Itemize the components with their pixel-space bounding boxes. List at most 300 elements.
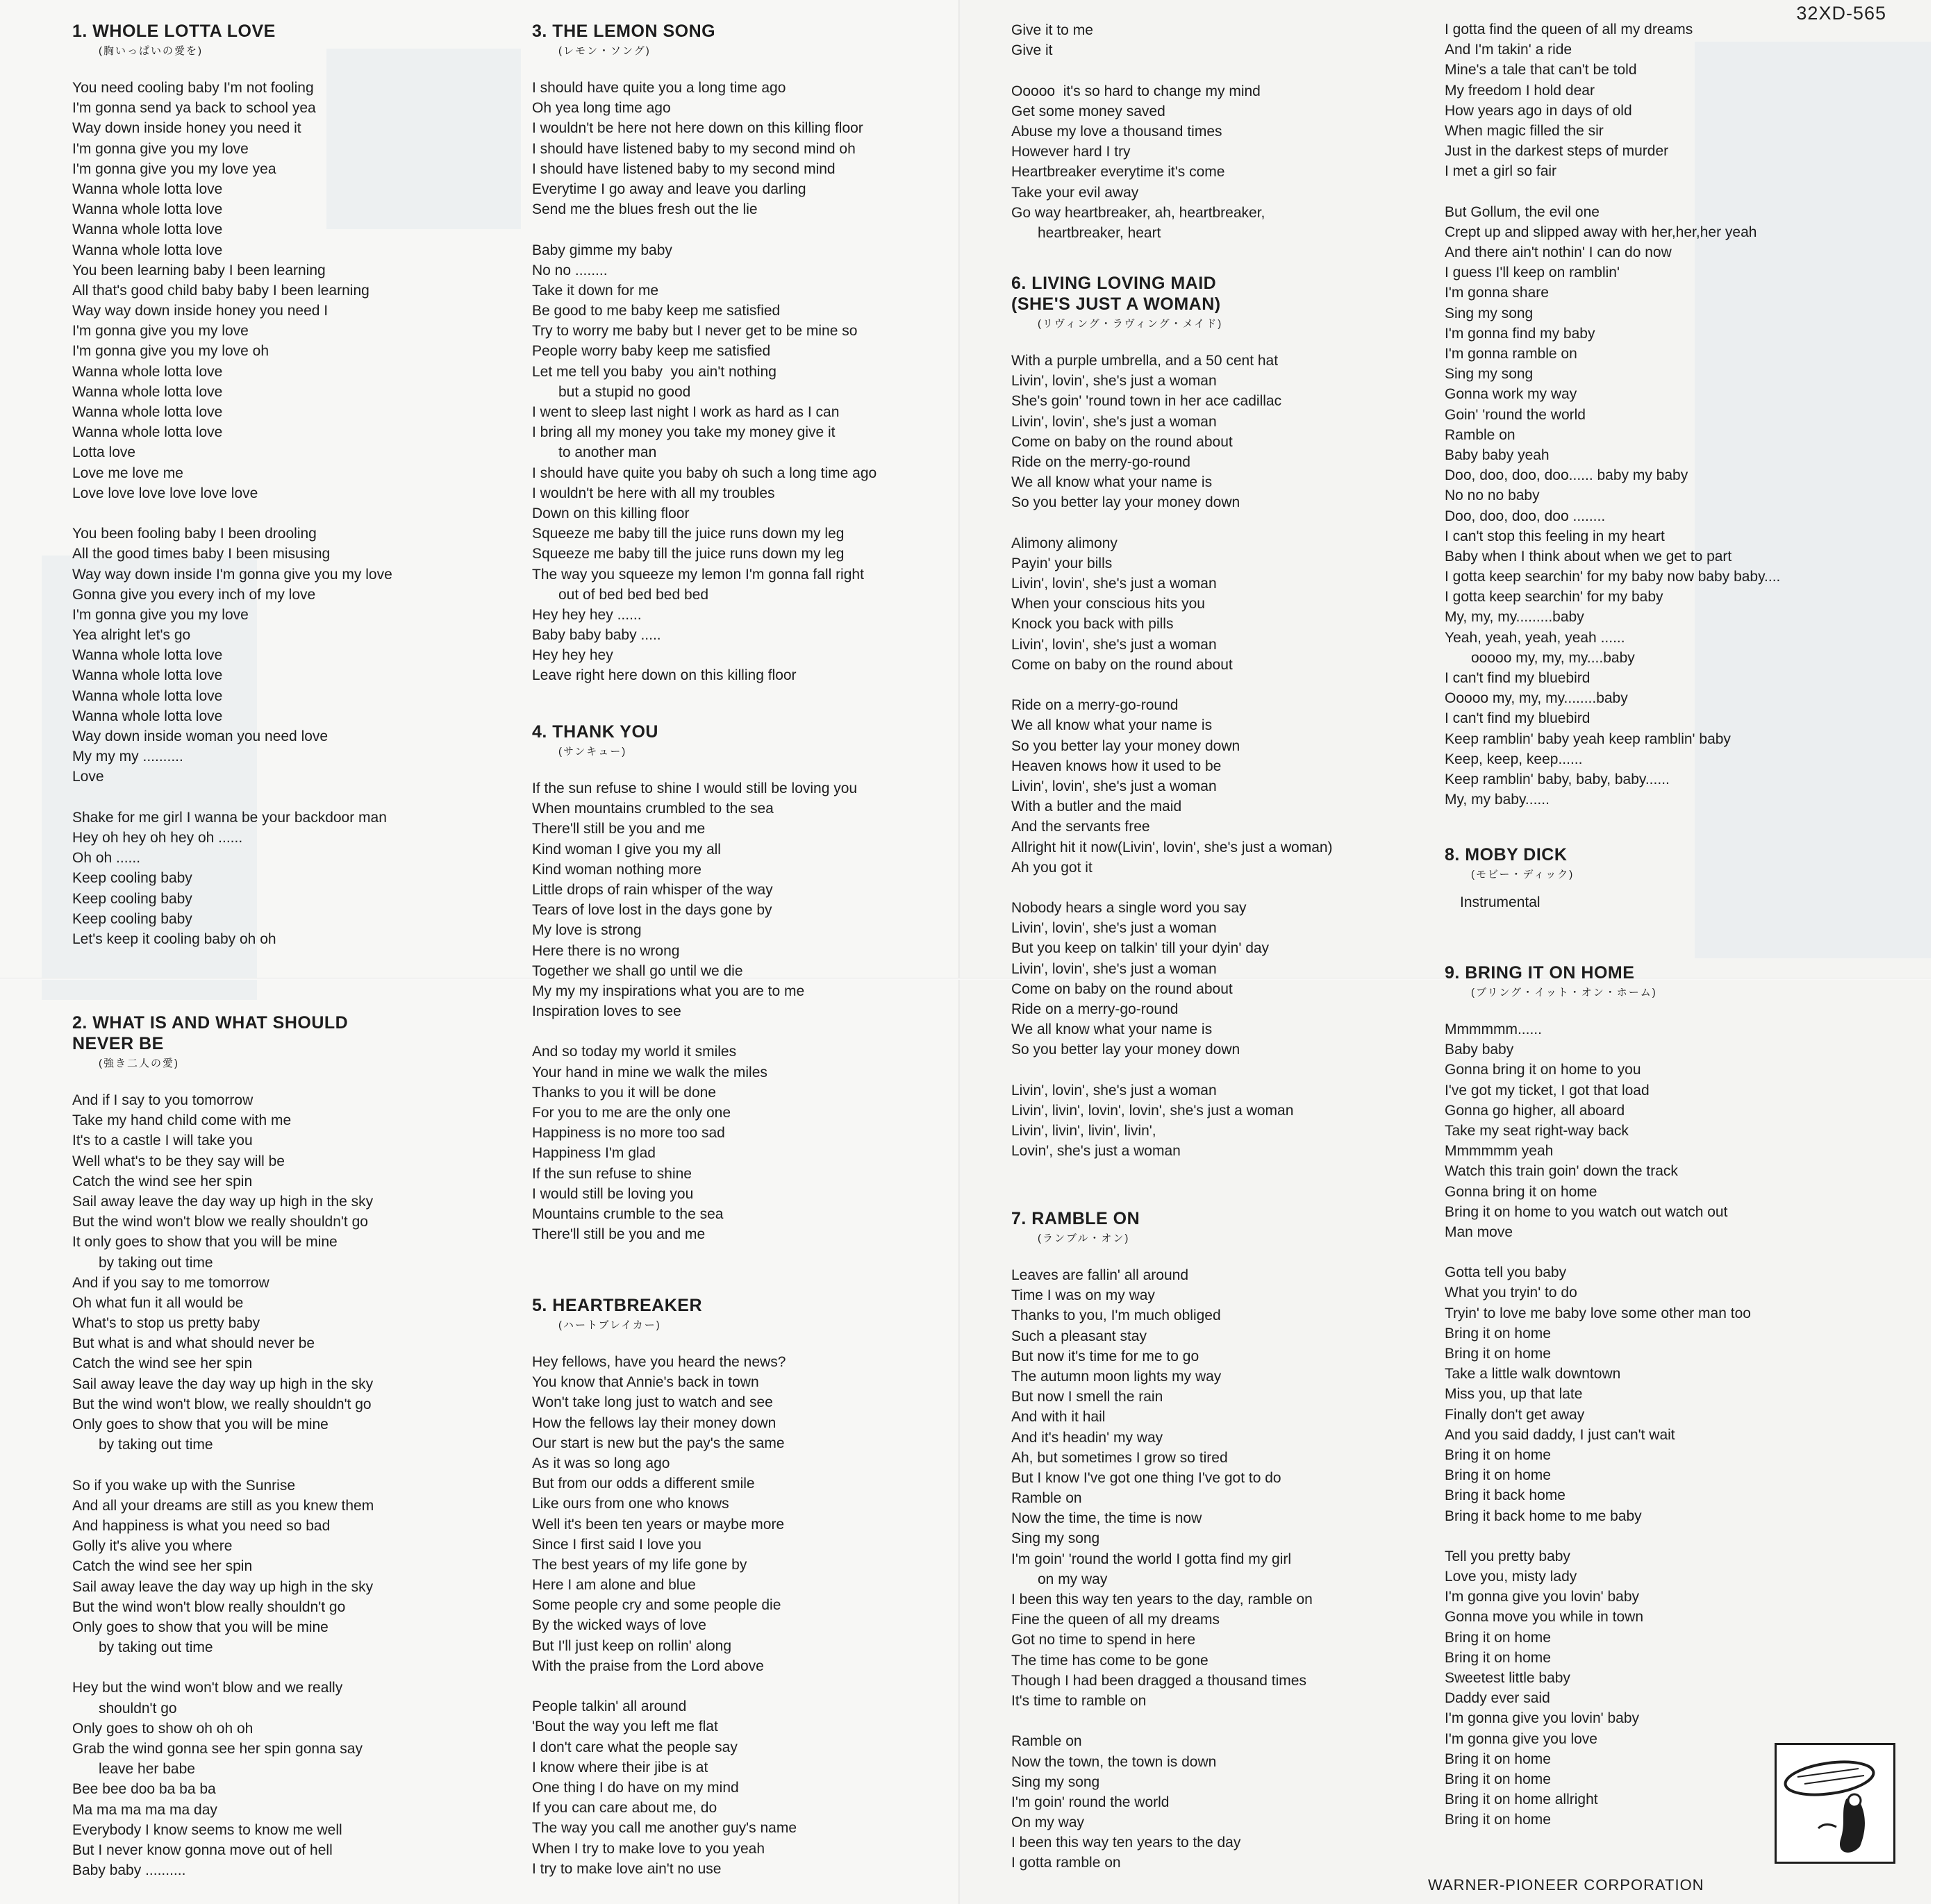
lyric-line: Knock you back with pills: [1011, 616, 1174, 633]
song-5: [532, 1295, 977, 1879]
lyric-line: Your hand in mine we walk the miles: [532, 1064, 767, 1080]
lyric-line: With the praise from the Lord above: [532, 1657, 764, 1674]
lyric-line: Gonna give you every inch of my love: [72, 586, 316, 603]
lyric-line: If the sun refuse to shine I would still be loving you: [532, 780, 858, 796]
song-6: [1011, 273, 1456, 1162]
lyric-line: to another man: [558, 444, 657, 461]
lyric-line: Kind woman nothing more: [532, 861, 701, 878]
lyric-line: We all know what your name is: [1011, 717, 1213, 734]
lyric-line: Squeeze me baby till the juice runs down my leg: [532, 546, 845, 562]
stanza-break: [532, 219, 977, 240]
lyrics: [1011, 351, 1456, 1162]
lyric-line: I would still be loving you: [532, 1185, 694, 1202]
lyric-line: When I try to make love to you yeah: [532, 1840, 765, 1857]
lyric-line: Some people cry and some people die: [532, 1597, 781, 1614]
lyric-line: Bring it on home: [1445, 1325, 1551, 1342]
song-2: [72, 1012, 517, 1880]
lyric-line: Oh oh ......: [72, 850, 141, 867]
lyrics: [532, 78, 977, 686]
lyric-line: My my my inspirations what you are to me: [532, 983, 805, 999]
lyric-line: Alimony alimony: [1011, 535, 1118, 551]
lyric-line: The way you call me another guy's name: [532, 1820, 797, 1837]
lyric-line: It's time to ramble on: [1011, 1692, 1147, 1709]
song-japanese-title: (胸いっぱいの愛を): [99, 45, 203, 57]
lyric-line: Thanks to you, I'm much obliged: [1011, 1308, 1221, 1324]
lyric-line: Inspiration loves to see: [532, 1003, 681, 1020]
lyric-line: Oh what fun it all would be: [72, 1294, 244, 1311]
lyric-line: Give it to me: [1011, 22, 1093, 38]
lyric-line: What you tryin' to do: [1445, 1285, 1577, 1301]
lyric-line: Wanna whole lotta love: [72, 363, 223, 380]
lyric-line: Mmmmmm yeah: [1445, 1143, 1554, 1160]
lyric-line: Wanna whole lotta love: [72, 222, 223, 238]
lyric-line: Go way heartbreaker, ah, heartbreaker,: [1011, 204, 1265, 221]
lyric-line: Ma ma ma ma ma day: [72, 1801, 217, 1818]
lyric-line: Well what's to be they say will be: [72, 1153, 285, 1169]
lyric-line: You know that Annie's back in town: [532, 1374, 759, 1391]
lyric-line: Way way down inside I'm gonna give you my love: [72, 566, 392, 583]
lyric-line: Now the town, the town is down: [1011, 1753, 1217, 1770]
lyric-line: Bring it on home: [1445, 1446, 1551, 1463]
lyric-line: Wanna whole lotta love: [72, 687, 223, 704]
lyric-line: Our start is new but the pay's the same: [532, 1435, 785, 1451]
lyric-line: Lotta love: [72, 444, 136, 461]
lyric-line: Baby gimme my baby: [532, 242, 672, 258]
lyric-line: But Gollum, the evil one: [1445, 203, 1600, 220]
lyric-line: Let's keep it cooling baby oh oh: [72, 930, 276, 947]
lyric-line: I'm gonna give you my love: [72, 606, 249, 623]
catalog-number: 32XD-565: [1796, 3, 1886, 24]
lyric-line: Love you, misty lady: [1445, 1569, 1577, 1585]
lyric-line: I'm gonna give you lovin' baby: [1445, 1710, 1640, 1727]
lyric-line: Catch the wind see her spin: [72, 1558, 253, 1575]
lyric-line: But from our odds a different smile: [532, 1476, 755, 1492]
lyric-line: Gonna work my way: [1445, 386, 1577, 403]
lyric-line: I know where their jibe is at: [532, 1759, 708, 1776]
lyric-line: Sail away leave the day way up high in the sky: [72, 1578, 374, 1595]
lyric-line: I'm gonna give you lovin' baby: [1445, 1589, 1640, 1605]
lyric-line: Down on this killing floor: [532, 505, 690, 521]
lyric-line: Keep ramblin' baby, baby, baby......: [1445, 771, 1670, 787]
lyric-line: But now it's time for me to go: [1011, 1348, 1199, 1364]
lyric-line: Bring it on home: [1445, 1629, 1551, 1646]
lyric-line: And you said daddy, I just can't wait: [1445, 1426, 1675, 1443]
stanza-break: [72, 1455, 517, 1475]
lyric-line: And it's headin' my way: [1011, 1429, 1163, 1446]
lyric-line: by taking out time: [99, 1437, 213, 1453]
lyric-line: Catch the wind see her spin: [72, 1355, 253, 1372]
lyric-line: Squeeze me baby till the juice runs down my leg: [532, 526, 845, 542]
lyric-line: Give it: [1011, 42, 1053, 59]
lyric-line: Bring it on home to you watch out watch out: [1445, 1203, 1728, 1220]
lyric-line: Catch the wind see her spin: [72, 1173, 253, 1189]
lyric-line: leave her babe: [99, 1761, 195, 1778]
lyric-line: Kind woman I give you my all: [532, 841, 721, 858]
lyric-line: I can't stop this feeling in my heart: [1445, 528, 1665, 544]
song-9: [1445, 962, 1889, 1830]
lyric-line: The time has come to be gone: [1011, 1652, 1209, 1669]
lyric-line: Baby baby yeah: [1445, 446, 1550, 463]
song-title: 5. HEARTBREAKER: [532, 1296, 703, 1315]
lyric-line: The autumn moon lights my way: [1011, 1368, 1222, 1385]
lyric-line: Gonna bring it on home: [1445, 1183, 1597, 1200]
lyric-line: Love: [72, 769, 104, 785]
lyric-line: I'm gonna give you my love: [72, 323, 249, 340]
lyric-line: Ah you got it: [1011, 859, 1093, 876]
lyric-line: ooooo my, my, my....baby: [1471, 649, 1635, 666]
lyric-line: And the servants free: [1011, 819, 1150, 835]
lyric-line: Nobody hears a single word you say: [1011, 900, 1247, 917]
lyric-line: Take your evil away: [1011, 184, 1139, 201]
lyric-line: Mine's a tale that can't be told: [1445, 62, 1637, 78]
lyric-line: Hey fellows, have you heard the news?: [532, 1354, 786, 1370]
lyric-line: Leaves are fallin' all around: [1011, 1267, 1189, 1283]
lyric-line: Bring it on home: [1445, 1346, 1551, 1362]
lyric-line: All that's good child baby baby I been learning: [72, 282, 369, 299]
lyric-line: Since I first said I love you: [532, 1536, 701, 1553]
stanza-break: [72, 1657, 517, 1678]
lyric-line: I'm goin' 'round the world I gotta find my girl: [1011, 1551, 1292, 1567]
lyric-line: Hey hey hey: [532, 647, 613, 664]
lyric-line: Yea alright let's go: [72, 627, 191, 644]
lyric-line: The way you squeeze my lemon I'm gonna fall right: [532, 566, 864, 583]
lyric-line: I'm gonna send ya back to school yea: [72, 100, 316, 117]
lyric-line: The best years of my life gone by: [532, 1556, 747, 1573]
stanza-break: [72, 787, 517, 808]
stanza-break: [532, 1676, 977, 1696]
lyric-line: I'm gonna find my baby: [1445, 325, 1595, 342]
lyric-line: My, my, my.........baby: [1445, 609, 1584, 626]
lyric-line: Though I had been dragged a thousand times: [1011, 1672, 1306, 1689]
lyric-line: Livin', lovin', she's just a woman: [1011, 920, 1217, 937]
lyric-line: When magic filled the sir: [1445, 122, 1604, 139]
stanza-break: [1445, 182, 1889, 202]
lyric-line: Goin' 'round the world: [1445, 406, 1586, 423]
lyric-line: I gotta find the queen of all my dreams: [1445, 22, 1693, 37]
lyric-line: But the wind won't blow really shouldn't go: [72, 1598, 346, 1615]
lyric-line: Wanna whole lotta love: [72, 667, 223, 684]
lyric-line: You been fooling baby I been drooling: [72, 526, 317, 542]
lyric-line: For you to me are the only one: [532, 1105, 731, 1121]
lyric-line: Way down inside honey you need it: [72, 120, 301, 137]
lyrics: [72, 78, 517, 949]
lyric-line: Bring it on home: [1445, 1812, 1551, 1828]
lyric-line: So if you wake up with the Sunrise: [72, 1477, 296, 1494]
lyric-line: Keep, keep, keep......: [1445, 751, 1583, 767]
lyric-line: Happiness I'm glad: [532, 1145, 656, 1162]
stanza-break: [1011, 675, 1456, 695]
lyric-line: Sweetest little baby: [1445, 1670, 1570, 1686]
lyric-line: And there ain't nothin' I can do now: [1445, 244, 1672, 261]
lyric-line: I guess I'll keep on ramblin': [1445, 265, 1620, 281]
lyric-line: Come on baby on the round about: [1011, 433, 1233, 450]
song-8: [1445, 844, 1889, 911]
lyric-line: No no ........: [532, 262, 608, 278]
song-japanese-title: (サンキュー): [558, 746, 627, 758]
lyric-line: Mountains crumble to the sea: [532, 1205, 724, 1222]
lyric-line: Tryin' to love me baby love some other man too: [1445, 1305, 1751, 1321]
lyric-line: How the fellows lay their money down: [532, 1414, 777, 1431]
lyric-line: Livin', lovin', she's just a woman: [1011, 576, 1217, 592]
song-title: 4. THANK YOU: [532, 722, 658, 742]
lyric-line: How years ago in days of old: [1445, 102, 1632, 119]
lyric-line: I gotta keep searchin' for my baby now baby baby....: [1445, 569, 1781, 585]
lyric-line: Sing my song: [1011, 1773, 1100, 1790]
lyric-line: Just in the darkest steps of murder: [1445, 143, 1669, 160]
lyric-line: Ah, but sometimes I grow so tired: [1011, 1449, 1228, 1466]
lyric-line: Way down inside woman you need love: [72, 728, 329, 744]
lyric-line: Sing my song: [1445, 366, 1534, 383]
lyric-line: I should have quite you a long time ago: [532, 80, 786, 96]
lyric-line: You been learning baby I been learning: [72, 262, 326, 278]
lyric-line: Crept up and slipped away with her,her,her yeah: [1445, 224, 1757, 240]
lyrics: [532, 1352, 977, 1879]
lyric-line: Bring it back home to me baby: [1445, 1508, 1642, 1524]
lyric-line: Love me love me: [72, 465, 183, 481]
lyric-line: Bring it on home: [1445, 1649, 1551, 1666]
song-japanese-title: (リヴィング・ラヴィング・メイド): [1038, 318, 1223, 330]
lyric-line: Hey oh hey oh hey oh ......: [72, 829, 243, 846]
lyric-line: Livin', lovin', she's just a woman: [1011, 1082, 1217, 1099]
lyric-line: Take my hand child come with me: [72, 1112, 292, 1129]
lyric-line: by taking out time: [99, 1639, 213, 1656]
lyric-line: I wouldn't be here not here down on this killing floor: [532, 120, 863, 137]
stanza-break: [1445, 1242, 1889, 1262]
lyric-line: I've got my ticket, I got that load: [1445, 1082, 1650, 1099]
lyric-line: Be good to me baby keep me satisfied: [532, 303, 781, 319]
lyric-line: Livin', lovin', she's just a woman: [1011, 960, 1217, 977]
lyric-line: Time I was on my way: [1011, 1287, 1155, 1304]
lyric-line: Golly it's alive you where: [72, 1538, 233, 1555]
lyric-line: Bring it on home: [1445, 1467, 1551, 1484]
lyric-line: Love love love love love love: [72, 485, 258, 501]
lyric-line: Wanna whole lotta love: [72, 242, 223, 258]
lyric-line: Yeah, yeah, yeah, yeah ......: [1445, 629, 1625, 646]
lyric-line: Leave right here down on this killing floor: [532, 667, 797, 684]
song-title: 2. WHAT IS AND WHAT SHOULD NEVER BE: [72, 1013, 349, 1053]
song-5-continued: [1011, 20, 1456, 243]
song-japanese-title: (ハートブレイカー): [558, 1319, 661, 1331]
lyric-line: I'm goin' round the world: [1011, 1794, 1170, 1810]
lyric-line: Fine the queen of all my dreams: [1011, 1612, 1220, 1628]
lyric-line: Only goes to show oh oh oh: [72, 1720, 254, 1737]
lyrics: [532, 778, 977, 1244]
lyric-line: Livin', livin', lovin', lovin', she's just a woman: [1011, 1102, 1294, 1119]
lyric-line: My freedom I hold dear: [1445, 82, 1595, 99]
lyric-line: Bring it on home allright: [1445, 1792, 1598, 1808]
zeppelin-logo: [1775, 1743, 1895, 1864]
lyric-line: heartbreaker, heart: [1038, 224, 1161, 241]
lyrics: [1011, 1265, 1456, 1873]
lyric-line: And with it hail: [1011, 1409, 1106, 1426]
song-title: 9. BRING IT ON HOME: [1445, 963, 1635, 983]
lyric-line: Keep cooling baby: [72, 890, 192, 907]
lyric-line: But now I smell the rain: [1011, 1389, 1163, 1405]
lyric-line: My my my ..........: [72, 749, 183, 765]
lyric-line: I been this way ten years to the day, ramble on: [1011, 1592, 1313, 1607]
lyric-line: I should have quite you baby oh such a long time ago: [532, 465, 877, 481]
lyric-line: Hey but the wind won't blow and we really: [72, 1680, 343, 1696]
lyric-line: Ramble on: [1011, 1733, 1082, 1750]
lyric-line: I been this way ten years to the day: [1011, 1835, 1241, 1851]
lyric-line: out of bed bed bed bed: [558, 586, 709, 603]
lyric-line: If you can care about me, do: [532, 1800, 717, 1817]
lyric-line: Daddy ever said: [1445, 1690, 1550, 1707]
stanza-break: [1011, 1060, 1456, 1080]
lyrics: [72, 1090, 517, 1880]
lyric-line: I'm gonna give you my love oh: [72, 343, 269, 360]
lyric-line: Hey hey hey ......: [532, 606, 642, 623]
lyric-line: I can't find my bluebird: [1445, 670, 1591, 686]
lyric-line: I bring all my money you take my money give it: [532, 424, 836, 441]
lyric-line: So you better lay your money down: [1011, 737, 1240, 754]
lyric-line: And I'm takin' a ride: [1445, 42, 1572, 58]
lyric-line: Take a little walk downtown: [1445, 1366, 1621, 1383]
lyric-line: I gotta ramble on: [1011, 1855, 1121, 1871]
lyric-line: Such a pleasant stay: [1011, 1328, 1147, 1344]
lyric-line: But I never know gonna move out of hell: [72, 1842, 333, 1858]
lyric-line: Wanna whole lotta love: [72, 708, 223, 724]
lyric-line: Oh yea long time ago: [532, 100, 671, 117]
lyric-line: By the wicked ways of love: [532, 1617, 706, 1634]
lyric-line: Tell you pretty baby: [1445, 1548, 1570, 1564]
lyric-line: Payin' your bills: [1011, 555, 1113, 571]
lyric-line: With a butler and the maid: [1011, 799, 1182, 815]
lyric-line: I'm gonna ramble on: [1445, 346, 1577, 362]
lyric-line: Finally don't get away: [1445, 1406, 1585, 1423]
stanza-break: [1011, 1711, 1456, 1731]
song-title: 1. WHOLE LOTTA LOVE: [72, 22, 276, 41]
lyric-line: Ramble on: [1011, 1490, 1082, 1507]
lyric-line: Livin', lovin', she's just a woman: [1011, 778, 1217, 794]
lyric-line: Bring it on home: [1445, 1771, 1551, 1787]
publisher-name: WARNER-PIONEER CORPORATION: [1428, 1876, 1704, 1894]
lyric-line: What's to stop us pretty baby: [72, 1315, 260, 1332]
lyric-line: Here there is no wrong: [532, 942, 680, 959]
lyric-line: Get some money saved: [1011, 103, 1165, 119]
lyric-line: by taking out time: [99, 1254, 213, 1271]
lyric-line: I can't find my bluebird: [1445, 710, 1591, 727]
lyric-line: People talkin' all around: [532, 1698, 687, 1715]
lyric-line: Livin', lovin', she's just a woman: [1011, 636, 1217, 653]
lyric-line: Bring it back home: [1445, 1487, 1566, 1504]
paper-edge: [1931, 0, 1935, 1904]
lyric-line: But you keep on talkin' till your dyin' day: [1011, 940, 1270, 957]
lyric-line: Grab the wind gonna see her spin gonna say: [72, 1741, 363, 1757]
lyric-line: Bee bee doo ba ba ba: [72, 1781, 216, 1798]
lyric-line: Way way down inside honey you need I: [72, 303, 329, 319]
song-7-continued: [1445, 19, 1889, 810]
lyric-line: Everytime I go away and leave you darling: [532, 181, 806, 197]
lyric-line: Doo, doo, doo, doo ........: [1445, 508, 1606, 524]
lyric-line: I gotta keep searchin' for my baby: [1445, 589, 1663, 606]
lyric-line: There'll still be you and me: [532, 1226, 706, 1243]
lyric-line: Come on baby on the round about: [1011, 656, 1233, 673]
lyric-line: If the sun refuse to shine: [532, 1165, 692, 1182]
lyric-line: Everybody I know seems to know me well: [72, 1821, 342, 1838]
lyric-line: Like ours from one who knows: [532, 1496, 729, 1512]
lyric-line: There'll still be you and me: [532, 821, 706, 837]
lyric-line: My love is strong: [532, 922, 642, 939]
lyric-line: One thing I do have on my mind: [532, 1779, 739, 1796]
lyric-line: I went to sleep last night I work as hard as I can: [532, 404, 840, 420]
lyric-line: Well it's been ten years or maybe more: [532, 1516, 785, 1533]
lyric-line: You need cooling baby I'm not fooling: [72, 80, 314, 96]
lyric-line: Ride on a merry-go-round: [1011, 697, 1179, 714]
lyric-line: Baby baby baby .....: [532, 627, 661, 644]
stanza-break: [72, 503, 517, 524]
lyric-line: Baby when I think about when we get to part: [1445, 548, 1732, 565]
lyric-line: No no no baby: [1445, 487, 1540, 504]
lyric-line: We all know what your name is: [1011, 474, 1213, 491]
lyric-line: Ride on the merry-go-round: [1011, 453, 1190, 470]
lyric-line: I met a girl so fair: [1445, 163, 1557, 180]
lyric-line: Little drops of rain whisper of the way: [532, 881, 773, 898]
lyric-line: shouldn't go: [99, 1700, 177, 1717]
lyric-line: We all know what your name is: [1011, 1021, 1213, 1038]
lyric-line: Wanna whole lotta love: [72, 647, 223, 664]
lyric-line: 'Bout the way you left me flat: [532, 1719, 718, 1735]
lyric-line: Wanna whole lotta love: [72, 404, 223, 420]
lyric-line: Livin', lovin', she's just a woman: [1011, 373, 1217, 390]
lyric-line: Ramble on: [1445, 426, 1515, 443]
lyric-line: Miss you, up that late: [1445, 1386, 1583, 1403]
song-japanese-title: (ブリング・イット・オン・ホーム): [1471, 987, 1657, 999]
lyric-line: But what is and what should never be: [72, 1335, 315, 1352]
song-7: [1011, 1208, 1456, 1873]
lyric-line: Here I am alone and blue: [532, 1577, 696, 1594]
song-japanese-title: (強き二人の愛): [99, 1058, 179, 1069]
lyric-line: Come on baby on the round about: [1011, 980, 1233, 997]
lyric-line: Happiness is no more too sad: [532, 1125, 725, 1142]
lyric-line: Heaven knows how it used to be: [1011, 758, 1222, 774]
lyric-line: Keep ramblin' baby yeah keep ramblin' baby: [1445, 730, 1731, 747]
lyric-line: on my way: [1038, 1571, 1108, 1587]
lyric-line: When your conscious hits you: [1011, 596, 1205, 612]
lyric-line: So you better lay your money down: [1011, 1042, 1240, 1058]
lyric-line: I don't care what the people say: [532, 1739, 738, 1755]
lyric-line: Gonna move you while in town: [1445, 1609, 1643, 1626]
lyric-line: Baby baby: [1445, 1042, 1514, 1058]
lyric-line: Try to worry me baby but I never get to be mine so: [532, 323, 858, 340]
lyric-line: And so today my world it smiles: [532, 1044, 737, 1060]
stanza-break: [1445, 1526, 1889, 1546]
lyric-line: Abuse my love a thousand times: [1011, 123, 1222, 140]
song-3: [532, 21, 977, 686]
song-title: 7. RAMBLE ON: [1011, 1209, 1140, 1228]
lyric-line: Wanna whole lotta love: [72, 201, 223, 218]
lyric-line: I try to make love ain't no use: [532, 1860, 722, 1877]
lyric-line: Keep cooling baby: [72, 870, 192, 887]
lyric-line: Together we shall go until we die: [532, 962, 743, 979]
lyric-line: Allright hit it now(Livin', lovin', she's just a woman): [1011, 839, 1333, 855]
lyric-line: Bring it on home: [1445, 1751, 1551, 1767]
lyric-line: Won't take long just to watch and see: [532, 1394, 773, 1411]
lyric-line: Sing my song: [1445, 305, 1534, 321]
lyric-line: It only goes to show that you will be mine: [72, 1234, 338, 1251]
lyric-line: Ooooo my, my, my........baby: [1445, 690, 1628, 707]
lyric-line: But the wind won't blow, we really shouldn't go: [72, 1396, 372, 1412]
lyric-line: Only goes to show that you will be mine: [72, 1417, 329, 1433]
lyric-line: Shake for me girl I wanna be your backdoor man: [72, 809, 387, 826]
lyric-line: I'm gonna give you my love: [72, 140, 249, 157]
instrumental-note: Instrumental: [1460, 894, 1540, 910]
stanza-break: [1011, 60, 1456, 81]
lyric-line: I'm gonna give you my love yea: [72, 160, 276, 177]
lyric-line: And if you say to me tomorrow: [72, 1274, 269, 1291]
song-title: 8. MOBY DICK: [1445, 845, 1568, 865]
lyric-line: And happiness is what you need so bad: [72, 1517, 331, 1534]
